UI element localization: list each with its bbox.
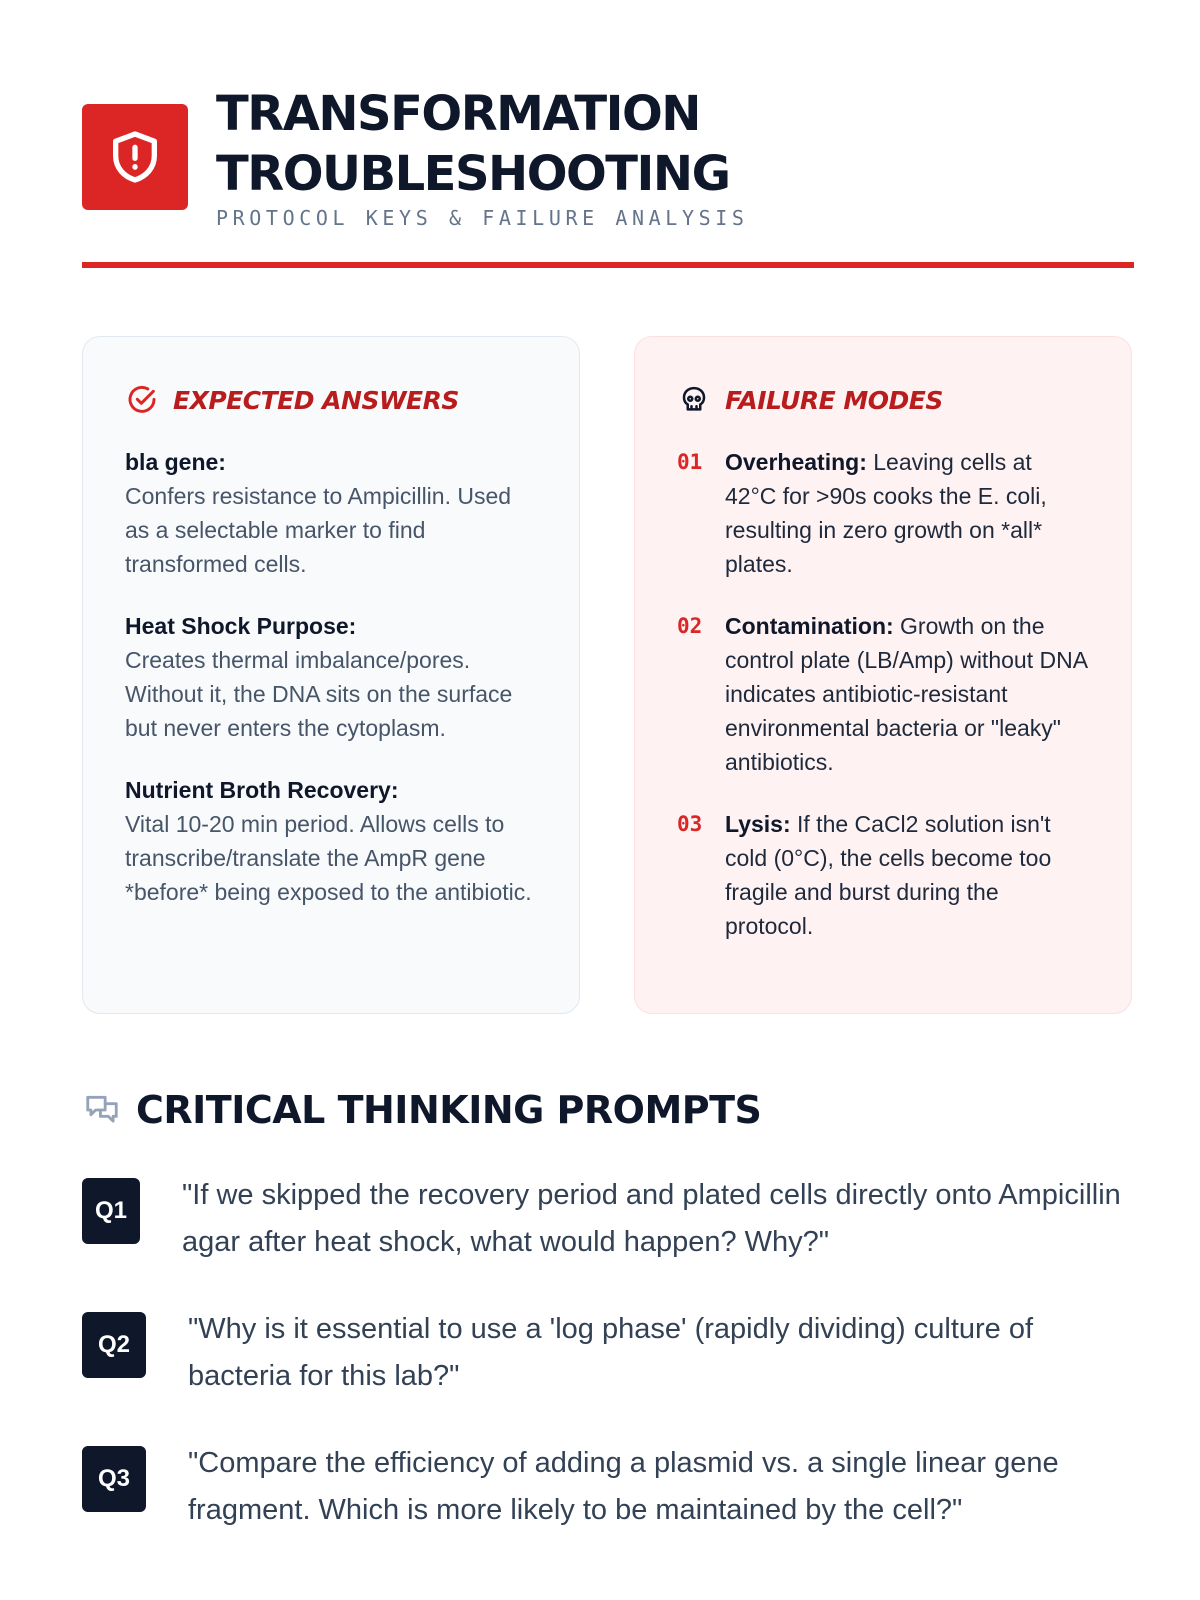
answer-term: Nutrient Broth Recovery: xyxy=(125,777,399,803)
failure-desc: If the CaCl2 solution isn't cold (0°C), the cells become too fragile and burst during the protocol. xyxy=(725,811,1052,939)
check-badge-icon xyxy=(125,383,159,417)
failure-term: Contamination: xyxy=(725,613,894,639)
failure-number: 01 xyxy=(677,450,703,474)
prompt-item xyxy=(82,1306,1142,1400)
chat-bubbles-icon xyxy=(82,1090,122,1130)
failure-modes-card xyxy=(634,336,1132,1014)
title-line-2: TROUBLESHOOTING xyxy=(216,146,730,202)
prompt-text: "If we skipped the recovery period and plated cells directly onto Ampicillin agar after heat shock, what would happen? Why?" xyxy=(182,1179,1121,1258)
title-line-1: TRANSFORMATION xyxy=(216,86,700,142)
logo-badge xyxy=(82,104,188,210)
answer-item xyxy=(125,773,537,909)
failure-desc: Leaving cells at 42°C for >90s cooks the E. coli, resulting in zero growth on *all* plates. xyxy=(725,449,1047,577)
failure-text xyxy=(725,807,1089,943)
prompt-text: "Why is it essential to use a 'log phase' (rapidly dividing) culture of bacteria for this lab?" xyxy=(188,1313,1034,1392)
prompt-item xyxy=(82,1440,1142,1534)
answer-term: Heat Shock Purpose: xyxy=(125,613,357,639)
page-title xyxy=(216,84,729,204)
answer-desc: Vital 10-20 min period. Allows cells to transcribe/translate the AmpR gene *before* being exposed to the antibiotic. xyxy=(125,811,532,905)
prompts-title: CRITICAL THINKING PROMPTS xyxy=(136,1088,762,1132)
failure-number: 03 xyxy=(677,812,703,836)
failure-term: Lysis: xyxy=(725,811,791,837)
page-header xyxy=(82,84,1134,270)
prompt-badge: Q1 xyxy=(82,1178,140,1244)
failure-term: Overheating: xyxy=(725,449,867,475)
header-divider xyxy=(82,262,1134,268)
expected-answers-card xyxy=(82,336,580,1014)
answer-desc: Creates thermal imbalance/pores. Without it, the DNA sits on the surface but never enters the cytoplasm. xyxy=(125,647,513,741)
prompt-text: "Compare the efficiency of adding a plasmid vs. a single linear gene fragment. Which is more likely to be maintained by the cell?" xyxy=(188,1447,1059,1526)
answer-item xyxy=(125,609,537,745)
prompts-header xyxy=(82,1088,761,1132)
answer-item xyxy=(125,445,537,581)
failure-text xyxy=(725,445,1089,581)
failure-number: 02 xyxy=(677,614,703,638)
failure-modes-title: FAILURE MODES xyxy=(725,385,943,415)
page-subtitle: PROTOCOL KEYS & FAILURE ANALYSIS xyxy=(216,206,749,230)
failure-item xyxy=(677,807,1089,943)
prompt-item xyxy=(82,1172,1142,1266)
failure-text xyxy=(725,609,1089,779)
prompt-badge: Q2 xyxy=(82,1312,146,1378)
shield-alert-icon xyxy=(106,128,164,186)
failure-item xyxy=(677,609,1089,779)
failure-desc: Growth on the control plate (LB/Amp) without DNA indicates antibiotic-resistant environmental bacteria or "leaky" antibiotics. xyxy=(725,613,1087,775)
prompt-badge: Q3 xyxy=(82,1446,146,1512)
failure-item xyxy=(677,445,1089,581)
skull-icon xyxy=(677,383,711,417)
answer-desc: Confers resistance to Ampicillin. Used as a selectable marker to find transformed cells. xyxy=(125,483,512,577)
expected-answers-title: EXPECTED ANSWERS xyxy=(173,385,459,415)
expected-answers-header xyxy=(125,383,537,417)
failure-modes-header xyxy=(677,383,1089,417)
answer-term: bla gene: xyxy=(125,449,226,475)
